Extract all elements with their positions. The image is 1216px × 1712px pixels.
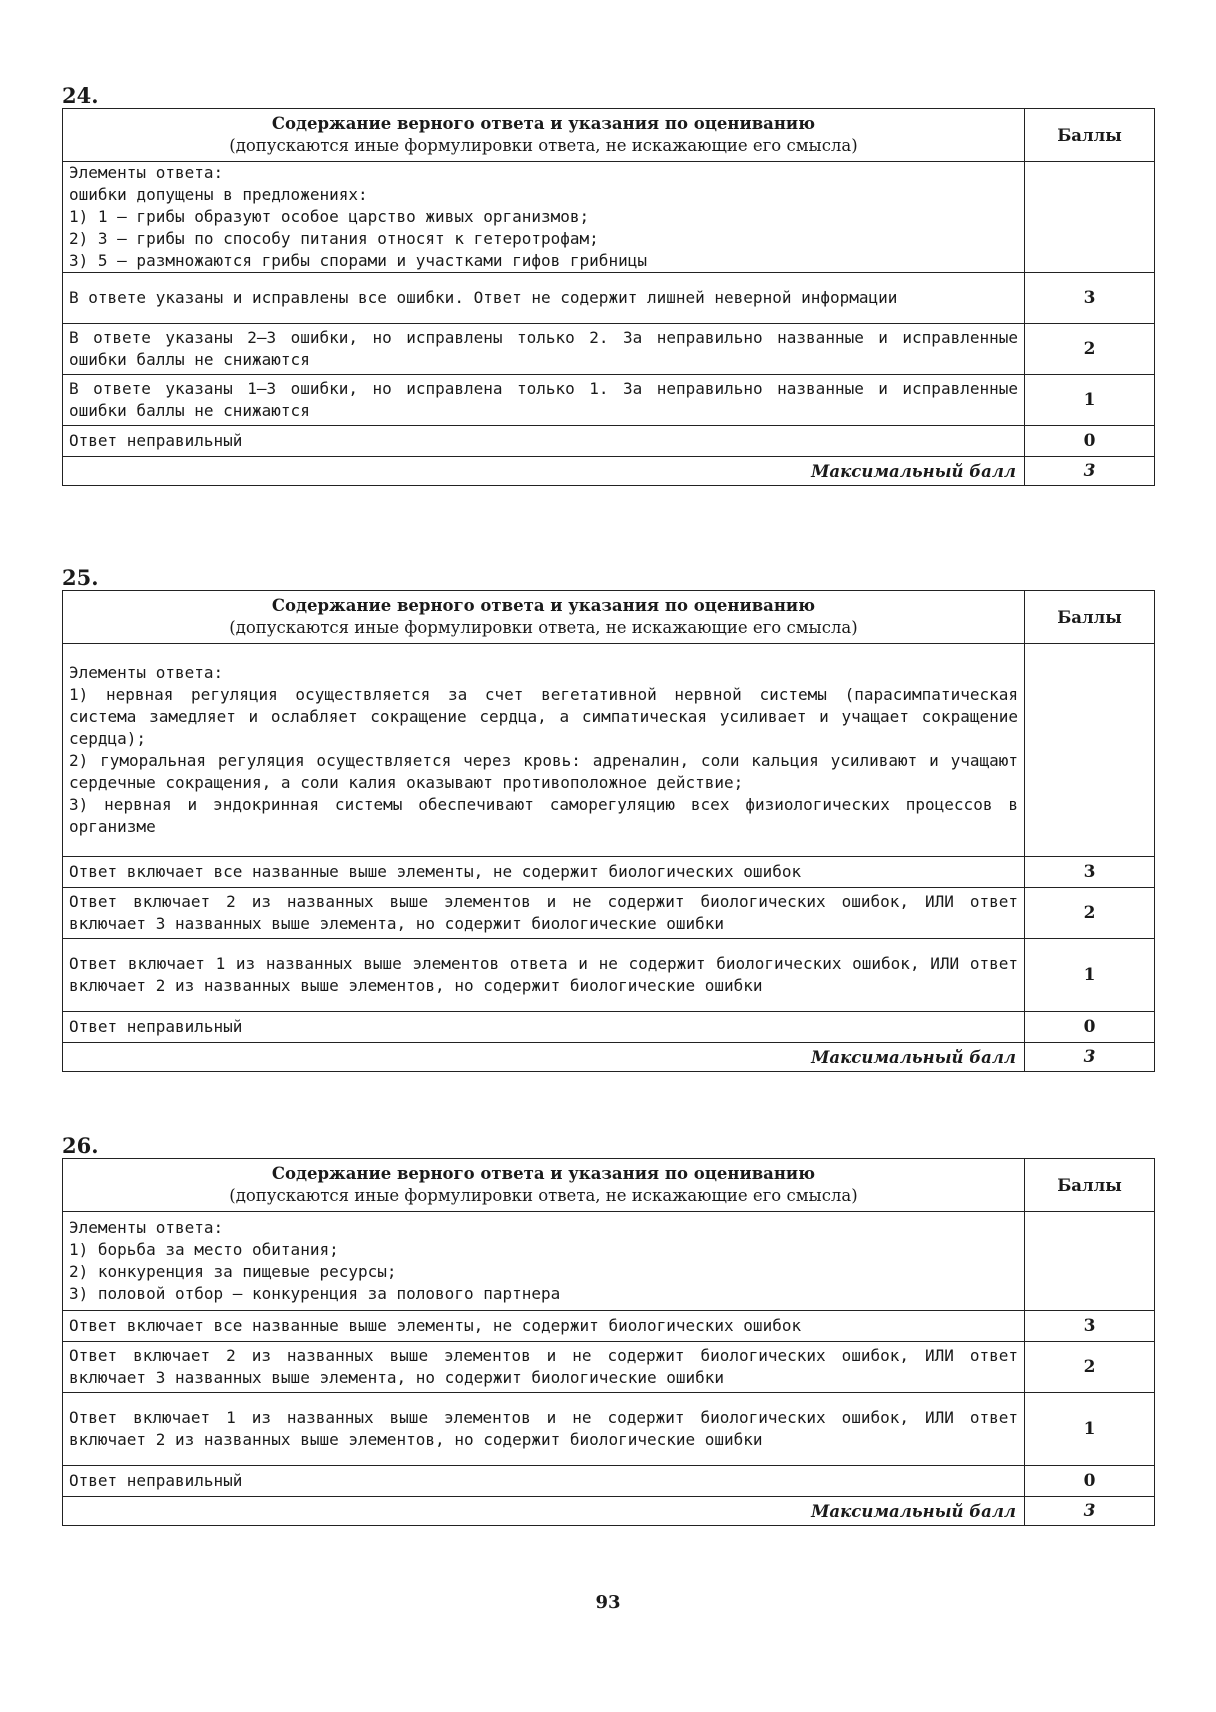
scoring-table: [62, 108, 1155, 486]
table-header-row: [63, 1159, 1155, 1212]
criterion-points: 0: [1025, 1466, 1155, 1497]
empty-score-cell: [1025, 644, 1155, 857]
elements-line: Элементы ответа:: [69, 163, 224, 182]
header-cell: [63, 109, 1025, 162]
criterion-points: 2: [1025, 888, 1155, 939]
criterion-row: [63, 1342, 1155, 1393]
scoring-table: [62, 1158, 1155, 1526]
criterion-points: 3: [1025, 273, 1155, 324]
elements-line: 2) гуморальная регуляция осуществляется через кровь: адреналин, соли кальция усиливают и учащают сердечные сокращения, а соли калия оказывают противоположное действие;: [69, 751, 1018, 792]
header-title: Содержание верного ответа и указания по оцениванию: [271, 596, 816, 615]
criterion-points: 2: [1025, 324, 1155, 375]
header-subtitle: (допускаются иные формулировки ответа, не искажающие его смысла): [229, 1186, 858, 1205]
elements-line: 3) нервная и эндокринная системы обеспечивают саморегуляцию всех физиологических процессов в организме: [69, 795, 1018, 836]
criterion-row: [63, 939, 1155, 1012]
criterion-row: [63, 1311, 1155, 1342]
header-title: Содержание верного ответа и указания по оцениванию: [271, 1164, 816, 1183]
table-header-row: [63, 109, 1155, 162]
header-subtitle: (допускаются иные формулировки ответа, не искажающие его смысла): [229, 618, 858, 637]
task-26: [62, 1134, 1154, 1526]
elements-line: Элементы ответа:: [69, 1218, 224, 1237]
scoring-table: [62, 590, 1155, 1072]
max-score-row: [63, 1497, 1155, 1526]
elements-line: Элементы ответа:: [69, 663, 224, 682]
max-score-value: 3: [1025, 1497, 1155, 1526]
criterion-row: [63, 426, 1155, 457]
criterion-row: [63, 324, 1155, 375]
max-score-label: Максимальный балл: [63, 457, 1025, 486]
criterion-text: В ответе указаны 1–3 ошибки, но исправлена только 1. За неправильно названные и исправленные ошибки баллы не снижаются: [63, 375, 1025, 426]
criterion-row: [63, 273, 1155, 324]
header-subtitle: (допускаются иные формулировки ответа, не искажающие его смысла): [229, 136, 858, 155]
criterion-row: [63, 1466, 1155, 1497]
criterion-text: Ответ включает все названные выше элементы, не содержит биологических ошибок: [63, 1311, 1025, 1342]
page-number: 93: [595, 1592, 621, 1613]
score-header: Баллы: [1025, 591, 1155, 644]
criterion-points: 0: [1025, 426, 1155, 457]
header-cell: [63, 1159, 1025, 1212]
table-header-row: [63, 591, 1155, 644]
criterion-text: Ответ неправильный: [63, 1466, 1025, 1497]
answer-elements: [63, 1212, 1025, 1311]
criterion-text: Ответ включает 2 из названных выше элементов и не содержит биологических ошибок, ИЛИ ответ включает 3 названных выше элемента, но содержит биологические ошибки: [63, 888, 1025, 939]
elements-line: 1) нервная регуляция осуществляется за счет вегетативной нервной системы (парасимпатическая система замедляет и ослабляет сокращение сердца, а симпатическая усиливает и учащает сокращение сердца);: [69, 685, 1018, 748]
answer-elements: [63, 162, 1025, 273]
empty-score-cell: [1025, 1212, 1155, 1311]
criterion-points: 1: [1025, 1393, 1155, 1466]
score-header: Баллы: [1025, 1159, 1155, 1212]
elements-line: 2) конкуренция за пищевые ресурсы;: [69, 1262, 397, 1281]
max-score-row: [63, 457, 1155, 486]
task-25: [62, 566, 1154, 1072]
criterion-points: 3: [1025, 1311, 1155, 1342]
elements-line: 2) 3 — грибы по способу питания относят к гетеротрофам;: [69, 229, 599, 248]
criterion-points: 1: [1025, 375, 1155, 426]
criterion-points: 3: [1025, 857, 1155, 888]
elements-line: ошибки допущены в предложениях:: [69, 185, 368, 204]
criterion-text: Ответ включает 1 из названных выше элементов и не содержит биологических ошибок, ИЛИ ответ включает 2 из названных выше элементов, но содержит биологические ошибки: [63, 1393, 1025, 1466]
criterion-row: [63, 1012, 1155, 1043]
criterion-text: В ответе указаны и исправлены все ошибки. Ответ не содержит лишней неверной информации: [63, 273, 1025, 324]
header-title: Содержание верного ответа и указания по оцениванию: [271, 114, 816, 133]
criterion-text: Ответ включает 2 из названных выше элементов и не содержит биологических ошибок, ИЛИ ответ включает 3 названных выше элемента, но содержит биологические ошибки: [63, 1342, 1025, 1393]
criterion-points: 0: [1025, 1012, 1155, 1043]
answer-elements: [63, 644, 1025, 857]
criterion-points: 1: [1025, 939, 1155, 1012]
elements-line: 3) 5 — размножаются грибы спорами и участками гифов грибницы: [69, 251, 647, 270]
elements-row: [63, 162, 1155, 273]
criterion-text: Ответ неправильный: [63, 426, 1025, 457]
criterion-row: [63, 375, 1155, 426]
criterion-text: Ответ включает все названные выше элементы, не содержит биологических ошибок: [63, 857, 1025, 888]
elements-row: [63, 644, 1155, 857]
elements-line: 1) 1 — грибы образуют особое царство живых организмов;: [69, 207, 590, 226]
criterion-text: Ответ неправильный: [63, 1012, 1025, 1043]
criterion-text: Ответ включает 1 из названных выше элементов ответа и не содержит биологических ошибок, ИЛИ ответ включает 2 из названных выше элементов, но содержит биологические ошибки: [63, 939, 1025, 1012]
task-number: 25.: [62, 565, 99, 590]
empty-score-cell: [1025, 162, 1155, 273]
task-24: [62, 84, 1154, 486]
criterion-points: 2: [1025, 1342, 1155, 1393]
max-score-label: Максимальный балл: [63, 1043, 1025, 1072]
criterion-text: В ответе указаны 2–3 ошибки, но исправлены только 2. За неправильно названные и исправленные ошибки баллы не снижаются: [63, 324, 1025, 375]
criterion-row: [63, 857, 1155, 888]
header-cell: [63, 591, 1025, 644]
task-number: 26.: [62, 1133, 99, 1158]
elements-line: 1) борьба за место обитания;: [69, 1240, 339, 1259]
task-number: 24.: [62, 83, 99, 108]
elements-row: [63, 1212, 1155, 1311]
max-score-value: 3: [1025, 457, 1155, 486]
max-score-value: 3: [1025, 1043, 1155, 1072]
max-score-label: Максимальный балл: [63, 1497, 1025, 1526]
criterion-row: [63, 888, 1155, 939]
score-header: Баллы: [1025, 109, 1155, 162]
max-score-row: [63, 1043, 1155, 1072]
criterion-row: [63, 1393, 1155, 1466]
elements-line: 3) половой отбор — конкуренция за полового партнера: [69, 1284, 561, 1303]
